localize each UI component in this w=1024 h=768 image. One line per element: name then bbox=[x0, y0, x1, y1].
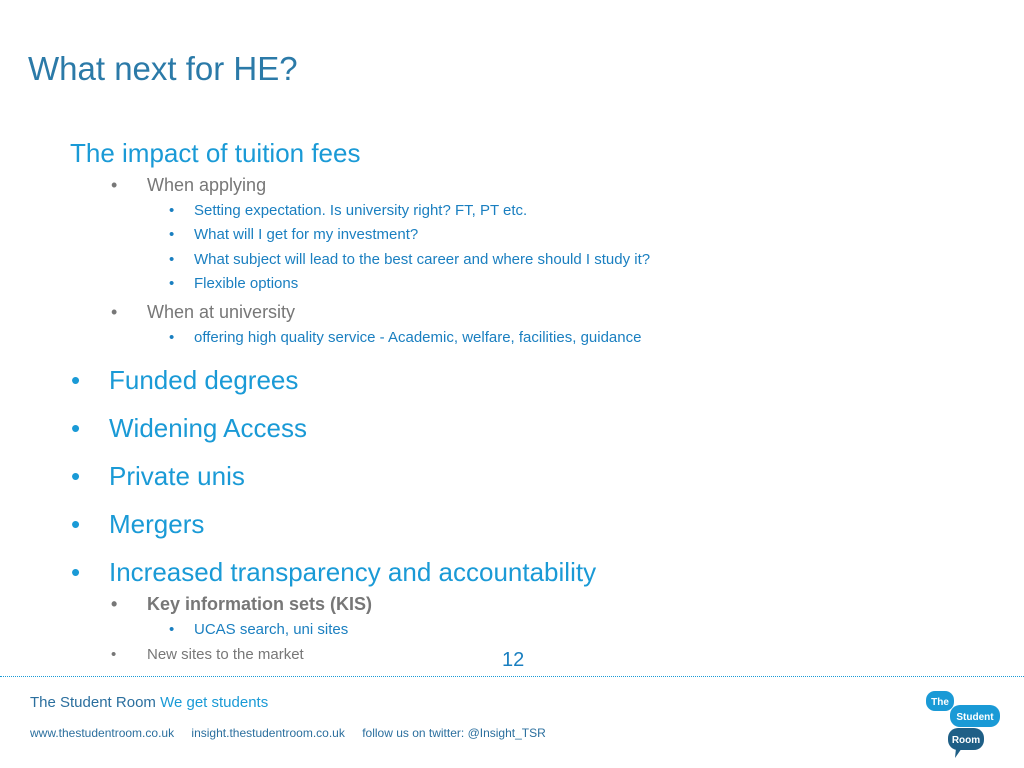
main-bullet-funded-degrees bbox=[71, 365, 299, 395]
brand-tagline: We get students bbox=[160, 694, 269, 711]
sub-bullet-text: Flexible options bbox=[194, 275, 299, 292]
bullet-glyph: • bbox=[169, 621, 175, 638]
sub-bullet bbox=[169, 202, 528, 219]
main-bullet-transparency bbox=[71, 557, 597, 587]
sub-bullet bbox=[169, 621, 349, 638]
logo-word-room: Room bbox=[951, 735, 981, 746]
bullet-glyph: • bbox=[111, 594, 118, 614]
sub-bullet-text: What will I get for my investment? bbox=[194, 226, 419, 243]
bullet-glyph: • bbox=[71, 413, 81, 443]
logo-word-student: Student bbox=[956, 712, 994, 723]
bullet-when-applying bbox=[111, 175, 267, 195]
footer-divider bbox=[0, 676, 1024, 677]
page-number: 12 bbox=[502, 649, 525, 671]
sub-bullet-text: What subject will lead to the best career and where should I study it? bbox=[194, 251, 651, 268]
bullet-glyph: • bbox=[71, 365, 81, 395]
main-bullet-text: Increased transparency and accountability bbox=[109, 557, 597, 587]
sub-bullet-text: Setting expectation. Is university right? FT, PT etc. bbox=[194, 202, 528, 219]
bullet-glyph: • bbox=[71, 509, 81, 539]
sub-bullet bbox=[169, 226, 419, 243]
main-bullet-mergers bbox=[71, 509, 205, 539]
bullet-text: New sites to the market bbox=[147, 646, 304, 663]
sub-bullet-text: offering high quality service - Academic, welfare, facilities, guidance bbox=[194, 329, 642, 346]
bullet-text: When at university bbox=[147, 302, 296, 322]
bullet-glyph: • bbox=[169, 275, 175, 292]
sub-bullet bbox=[169, 251, 651, 268]
main-bullet-private-unis bbox=[71, 461, 245, 491]
sub-bullet-text: UCAS search, uni sites bbox=[194, 621, 349, 638]
bullet-glyph: • bbox=[71, 461, 81, 491]
bullet-glyph: • bbox=[169, 329, 175, 346]
main-bullet-text: Widening Access bbox=[109, 413, 307, 443]
bullet-glyph: • bbox=[111, 175, 118, 195]
footer-link-insight[interactable]: insight.thestudentroom.co.uk bbox=[191, 726, 345, 740]
main-bullet-text: Private unis bbox=[109, 461, 245, 491]
bullet-when-at-university bbox=[111, 302, 296, 322]
main-bullet-widening-access bbox=[71, 413, 307, 443]
the-student-room-logo bbox=[922, 688, 1002, 760]
brand-name: The Student Room bbox=[30, 694, 156, 711]
main-bullet-text: Mergers bbox=[109, 509, 205, 539]
bullet-new-sites bbox=[111, 646, 304, 663]
sub-bullet bbox=[169, 329, 642, 346]
sub-bullet bbox=[169, 275, 299, 292]
slide-title: What next for HE? bbox=[28, 50, 298, 87]
section-heading: The impact of tuition fees bbox=[70, 138, 361, 168]
bullet-kis bbox=[111, 594, 373, 614]
bullet-text: When applying bbox=[147, 175, 267, 195]
footer-link-website[interactable]: www.thestudentroom.co.uk bbox=[30, 726, 175, 740]
bullet-text: Key information sets (KIS) bbox=[147, 594, 373, 614]
footer-brand bbox=[30, 694, 268, 711]
bullet-glyph: • bbox=[71, 557, 81, 587]
logo-word-the: The bbox=[931, 697, 949, 708]
bullet-glyph: • bbox=[169, 226, 175, 243]
footer-links bbox=[30, 726, 560, 740]
bullet-glyph: • bbox=[111, 646, 117, 663]
main-bullet-text: Funded degrees bbox=[109, 365, 299, 395]
bullet-glyph: • bbox=[111, 302, 118, 322]
bullet-glyph: • bbox=[169, 251, 175, 268]
footer-link-twitter[interactable]: follow us on twitter: @Insight_TSR bbox=[362, 726, 546, 740]
bullet-glyph: • bbox=[169, 202, 175, 219]
